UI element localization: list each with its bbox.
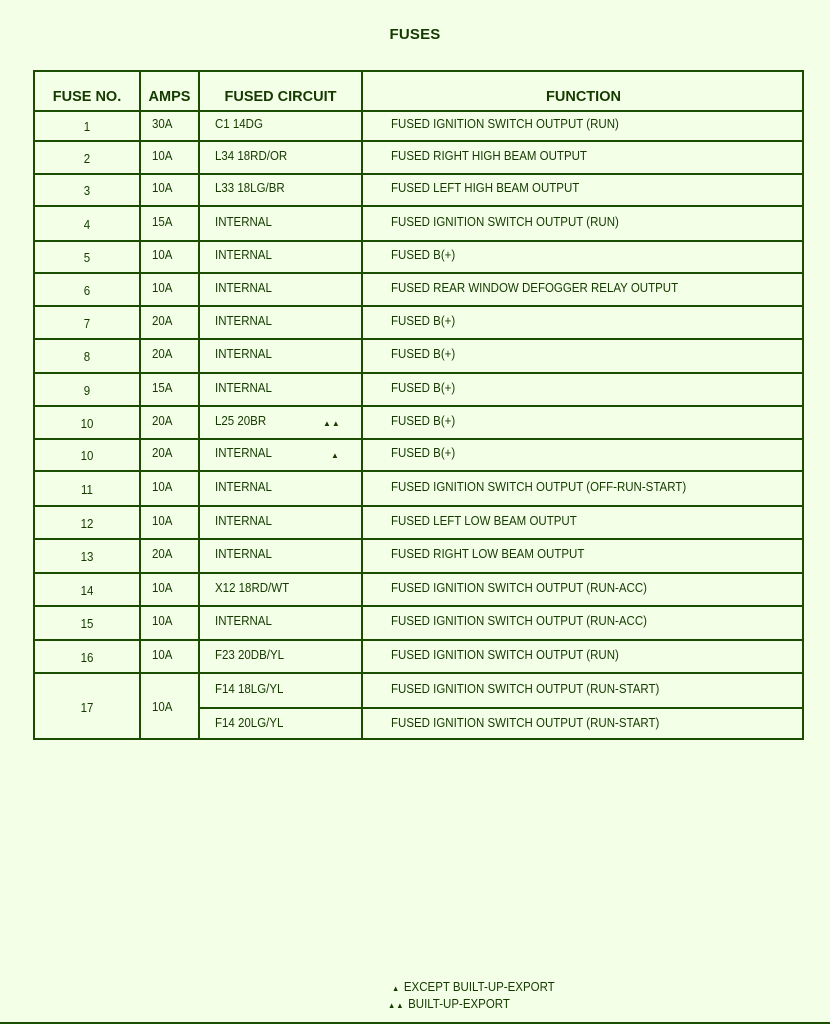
fused-circuit: INTERNAL <box>215 280 272 295</box>
fused-circuit: X12 18RD/WT <box>215 580 290 595</box>
fuse-number: 8 <box>83 350 91 364</box>
row-divider <box>35 672 802 674</box>
fuse-amps: 10A <box>152 181 173 195</box>
fused-circuit: L34 18RD/OR <box>215 148 288 163</box>
fuse-function: FUSED B(+) <box>391 313 456 328</box>
fuse-number: 2 <box>83 151 91 166</box>
fuse-number: 3 <box>83 184 91 198</box>
legend-item <box>392 980 555 994</box>
row-divider <box>35 173 802 175</box>
fuse-amps: 10A <box>152 148 173 163</box>
row-divider <box>35 438 802 440</box>
fused-circuit: INTERNAL <box>215 479 272 494</box>
fuse-amps: 20A <box>152 413 173 428</box>
legend-item <box>388 997 510 1011</box>
row-divider <box>35 338 802 340</box>
fuse-amps: 10A <box>152 513 173 528</box>
fuse-function: FUSED RIGHT HIGH BEAM OUTPUT <box>391 148 587 163</box>
fused-circuit: INTERNAL <box>215 313 272 328</box>
fuse-amps: 15A <box>152 214 173 229</box>
fuse-number: 7 <box>83 316 91 331</box>
fuse-function: FUSED IGNITION SWITCH OUTPUT (OFF-RUN-START) <box>391 479 687 494</box>
header-amps: AMPS <box>148 89 191 105</box>
row-divider <box>35 470 802 472</box>
fuse-amps: 10A <box>152 280 173 295</box>
fuse-function: FUSED IGNITION SWITCH OUTPUT (RUN) <box>391 117 619 131</box>
fuse-function: FUSED REAR WINDOW DEFOGGER RELAY OUTPUT <box>391 280 679 295</box>
fuse-number: 10 <box>80 449 94 463</box>
row-divider <box>35 572 802 574</box>
fuse-table <box>33 70 804 740</box>
row-divider <box>35 305 802 307</box>
fuse-amps: 20A <box>152 313 173 328</box>
fuse-function: FUSED IGNITION SWITCH OUTPUT (RUN) <box>391 214 619 229</box>
fuse-number: 10 <box>80 416 94 431</box>
fuse-function: FUSED IGNITION SWITCH OUTPUT (RUN-ACC) <box>391 614 647 628</box>
fuse-number: 4 <box>83 217 91 232</box>
row-divider <box>35 538 802 540</box>
header-function: FUNCTION <box>546 89 621 105</box>
fused-circuit: INTERNAL <box>215 380 272 395</box>
fuse-number: 14 <box>80 583 94 598</box>
fuse-function: FUSED IGNITION SWITCH OUTPUT (RUN-START) <box>391 715 660 730</box>
fuse-amps: 10A <box>152 580 173 595</box>
triangle-icon: ▲ <box>331 451 340 460</box>
fuse-function: FUSED LEFT HIGH BEAM OUTPUT <box>391 181 580 195</box>
fuse-function: FUSED B(+) <box>391 248 456 262</box>
fuse-function: FUSED IGNITION SWITCH OUTPUT (RUN-ACC) <box>391 580 647 595</box>
fuse-amps: 15A <box>152 380 173 395</box>
fuse-function: FUSED B(+) <box>391 413 456 428</box>
row-divider <box>35 372 802 374</box>
fused-circuit: F14 20LG/YL <box>215 715 284 730</box>
fuse-number: 12 <box>80 516 94 531</box>
row-divider <box>35 240 802 242</box>
fuse-amps: 20A <box>152 347 173 361</box>
fuse-number: 15 <box>80 617 94 631</box>
fused-circuit: INTERNAL <box>215 248 272 262</box>
fuse-amps: 20A <box>152 446 173 460</box>
fuse-number: 17 <box>80 701 94 715</box>
double-triangle-icon: ▲▲ <box>323 418 341 428</box>
legend-text: EXCEPT BUILT-UP-EXPORT <box>403 980 555 994</box>
fuse-function: FUSED IGNITION SWITCH OUTPUT (RUN) <box>391 647 619 662</box>
double-triangle-icon: ▲▲ <box>388 1001 405 1010</box>
legend-text: BUILT-UP-EXPORT <box>408 997 510 1011</box>
row-divider <box>35 405 802 407</box>
fused-circuit: C1 14DG <box>215 117 263 131</box>
row-divider <box>35 505 802 507</box>
fuse-number: 9 <box>83 383 91 398</box>
fused-circuit: INTERNAL <box>215 614 272 628</box>
fuse-number: 1 <box>83 120 91 134</box>
fused-circuit: F23 20DB/YL <box>215 647 285 662</box>
fused-circuit: INTERNAL <box>215 446 272 460</box>
fuse-amps: 10A <box>152 647 173 662</box>
fuse-function: FUSED LEFT LOW BEAM OUTPUT <box>391 513 577 528</box>
fuse-amps: 10A <box>152 479 173 494</box>
row-divider <box>35 140 802 142</box>
fused-circuit: L25 20BR <box>215 413 267 428</box>
fuse-number: 6 <box>83 283 91 298</box>
sub-row-divider <box>200 707 802 709</box>
fuse-amps: 10A <box>152 248 173 262</box>
row-divider <box>35 272 802 274</box>
fused-circuit: INTERNAL <box>215 347 272 361</box>
header-fuse-no: FUSE NO. <box>52 89 122 105</box>
fuse-number: 13 <box>80 550 94 564</box>
row-divider <box>35 205 802 207</box>
row-divider <box>35 605 802 607</box>
fuse-amps: 10A <box>152 700 173 714</box>
fuse-function: FUSED B(+) <box>391 446 456 460</box>
fused-circuit: INTERNAL <box>215 547 272 561</box>
fuse-number: 11 <box>81 482 93 497</box>
fuse-amps: 10A <box>152 614 173 628</box>
fused-circuit: F14 18LG/YL <box>215 681 284 696</box>
header-fused-circuit: FUSED CIRCUIT <box>224 89 337 105</box>
fuse-function: FUSED IGNITION SWITCH OUTPUT (RUN-START) <box>391 681 660 696</box>
fuse-amps: 30A <box>152 117 173 131</box>
fuse-number: 5 <box>83 251 91 265</box>
row-divider <box>35 110 802 112</box>
fuse-amps: 20A <box>152 547 173 561</box>
fuse-number: 16 <box>80 650 94 665</box>
triangle-icon: ▲ <box>392 984 401 993</box>
page-title: FUSES <box>389 26 441 43</box>
fused-circuit: INTERNAL <box>215 214 272 229</box>
fused-circuit: L33 18LG/BR <box>215 181 285 195</box>
fuse-function: FUSED B(+) <box>391 347 456 361</box>
fuse-function: FUSED RIGHT LOW BEAM OUTPUT <box>391 547 585 561</box>
fuse-function: FUSED B(+) <box>391 380 456 395</box>
fused-circuit: INTERNAL <box>215 513 272 528</box>
row-divider <box>35 639 802 641</box>
